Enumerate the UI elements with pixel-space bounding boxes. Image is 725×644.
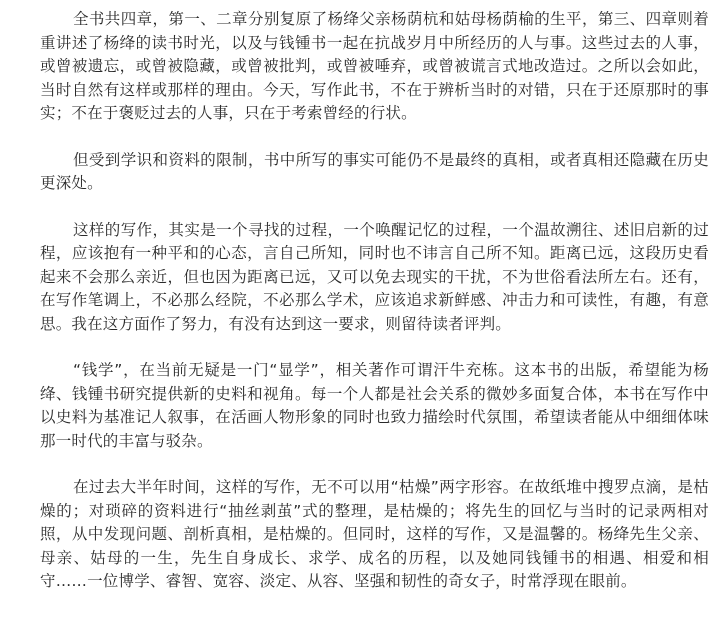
paragraph-4: “钱学”，在当前无疑是一门“显学”，相关著作可谓汗牛充栋。这本书的出版，希望能为杨绛、钱锺书研究提供新的史料和视角。每一个人都是社会关系的微妙多面复合体，本书在写作中以史料为基准记人叙事，在活画人物形象的同时也致力描绘时代氛围，希望读者能从中细细体味那一时代的丰富与驳杂。 [40, 361, 709, 450]
paragraph-2: 但受到学识和资料的限制，书中所写的事实可能仍不是最终的真相，或者真相还隐藏在历史更深处。 [40, 150, 709, 192]
paragraph-3: 这样的写作，其实是一个寻找的过程，一个唤醒记忆的过程，一个温故溯往、述旧启新的过程，应该抱有一种平和的心态，言自己所知，同时也不讳言自己所不知。距离已远，这段历史看起来不会那么亲近，但也因为距离已远，又可以免去现实的干扰，不为世俗看法所左右。还有，在写作笔调上，不必那么经院，不必那么学术，应该追求新鲜感、冲击力和可读性，有趣，有意思。我在这方面作了努力，有没有达到这一要求，则留待读者评判。 [40, 220, 709, 333]
paragraph-5: 在过去大半年时间，这样的写作，无不可以用“枯燥”两字形容。在故纸堆中搜罗点滴，是枯燥的；对琐碎的资料进行“抽丝剥茧”式的整理，是枯燥的；将先生的回忆与当时的记录两相对照，从中发现问题、剖析真相，是枯燥的。但同时，这样的写作，又是温馨的。杨绛先生父亲、母亲、姑母的一生，先生自身成长、求学、成名的历程，以及她同钱锺书的相遇、相爱和相守……一位博学、睿智、宽容、淡定、从容、坚强和韧性的奇女子，时常浮现在眼前。 [40, 478, 709, 590]
paragraph-1: 全书共四章，第一、二章分别复原了杨绛父亲杨荫杭和姑母杨荫榆的生平，第三、四章则着重讲述了杨绛的读书时光，以及与钱锺书一起在抗战岁月中所经历的人与事。这些过去的人事，或曾被遗忘，或曾被隐藏，或曾被批判，或曾被唾弃，或曾被谎言式地改造过。之所以会如此，当时自然有这样或那样的理由。今天，写作此书，不在于辨析当时的对错，只在于还原那时的事实；不在于褒贬过去的人事，只在于考索曾经的行状。 [40, 10, 709, 122]
